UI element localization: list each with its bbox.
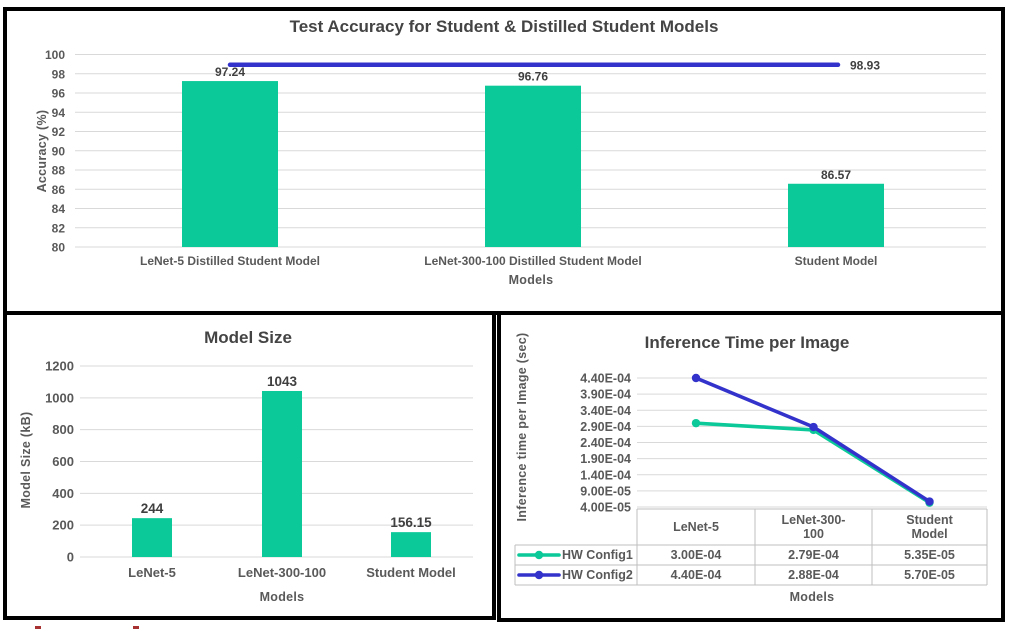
category-label: LeNet-300-100	[237, 565, 327, 580]
bar	[391, 532, 431, 557]
inference-time-plot-area	[515, 372, 987, 586]
y-tick-label: 90	[51, 144, 65, 159]
table-header-cell: LeNet-5	[673, 520, 719, 534]
cropped-red-caption-artifact	[133, 626, 139, 629]
accuracy-plot-area	[45, 48, 986, 268]
y-tick-label: 84	[51, 202, 65, 216]
y-tick-label: 94	[51, 105, 65, 120]
y-tick-label: 0	[66, 549, 74, 565]
bar-value-label: 86.57	[820, 167, 852, 182]
y-tick-label: 3.90E-04	[580, 387, 631, 402]
bar	[132, 518, 172, 557]
inference-time-y-axis-label: Inference time per Image (sec)	[515, 332, 529, 522]
y-tick-label: 4.40E-04	[580, 371, 631, 386]
y-tick-label: 1.90E-04	[580, 452, 631, 467]
series-line	[696, 378, 930, 502]
y-tick-label: 800	[52, 422, 74, 438]
category-label: LeNet-300-100 Distilled Student Model	[424, 254, 642, 268]
inference-time-x-axis-label: Models	[789, 590, 835, 604]
y-tick-label: 88	[51, 163, 65, 178]
legend-series-name: HW Config2	[562, 568, 633, 582]
category-label: LeNet-5	[128, 565, 176, 580]
data-point	[925, 497, 933, 505]
y-tick-label: 2.40E-04	[580, 436, 631, 450]
model-size-x-axis-label: Models	[259, 590, 305, 604]
table-header-cell: LeNet-300-	[781, 513, 846, 527]
bar-value-label: 1043	[266, 373, 298, 389]
model-size-plot-area	[45, 359, 473, 581]
y-tick-label: 86	[51, 182, 65, 197]
y-tick-label: 600	[52, 454, 74, 469]
accuracy-y-axis-label: Accuracy (%)	[35, 109, 49, 193]
table-value-cell: 2.88E-04	[788, 568, 839, 582]
bar-value-label: 244	[140, 501, 164, 517]
model-size-bar-chart	[7, 315, 493, 617]
inference-time-chart-title: Inference Time per Image	[644, 333, 850, 352]
y-tick-label: 4.00E-05	[580, 500, 631, 515]
accuracy-x-axis-label: Models	[508, 273, 554, 287]
table-value-cell: 5.35E-05	[904, 548, 955, 562]
model-size-y-axis-label: Model Size (kB)	[19, 411, 33, 509]
table-header-cell: Model	[911, 527, 948, 541]
legend-key-marker	[535, 551, 543, 559]
inference-time-line-chart	[501, 315, 1003, 619]
y-tick-label: 80	[51, 240, 65, 255]
table-value-cell: 3.00E-04	[670, 548, 722, 562]
y-tick-label: 200	[52, 517, 74, 533]
bar-value-label: 156.15	[390, 515, 432, 531]
model-size-chart-title: Model Size	[204, 328, 292, 347]
table-value-cell: 4.40E-04	[670, 568, 722, 582]
legend-series-name: HW Config1	[562, 548, 633, 562]
bar	[262, 391, 302, 557]
y-tick-label: 1000	[45, 390, 74, 406]
data-point	[692, 374, 700, 382]
y-tick-label: 9.00E-05	[580, 484, 631, 499]
y-tick-label: 1200	[45, 358, 74, 374]
legend-key-marker	[535, 571, 543, 579]
bar-value-label: 96.76	[517, 69, 549, 84]
bar	[182, 81, 278, 247]
category-label: LeNet-5 Distilled Student Model	[139, 254, 321, 268]
table-header-cell: 100	[803, 527, 824, 541]
y-tick-label: 100	[44, 48, 65, 62]
y-tick-label: 82	[51, 221, 65, 236]
y-tick-label: 92	[51, 125, 65, 139]
table-value-cell: 2.79E-04	[788, 548, 839, 562]
bar-value-label: 97.24	[214, 65, 246, 80]
bar	[485, 86, 581, 247]
y-tick-label: 2.90E-04	[580, 419, 631, 434]
table-header-cell: Student	[906, 513, 953, 527]
data-point	[809, 423, 817, 431]
bar	[788, 184, 884, 247]
category-label: Student Model	[794, 254, 878, 268]
cropped-red-caption-artifact	[35, 626, 41, 629]
y-tick-label: 96	[51, 86, 65, 101]
accuracy-bar-chart	[7, 11, 1002, 311]
table-value-cell: 5.70E-05	[904, 568, 955, 582]
category-label: Student Model	[366, 565, 456, 580]
accuracy-chart-title: Test Accuracy for Student & Distilled Student Models	[289, 17, 719, 36]
y-tick-label: 1.40E-04	[580, 468, 631, 483]
reference-line-label: 98.93	[850, 58, 881, 73]
y-tick-label: 3.40E-04	[580, 403, 631, 418]
data-point	[692, 419, 700, 427]
y-tick-label: 98	[51, 67, 65, 82]
y-tick-label: 400	[52, 485, 74, 501]
